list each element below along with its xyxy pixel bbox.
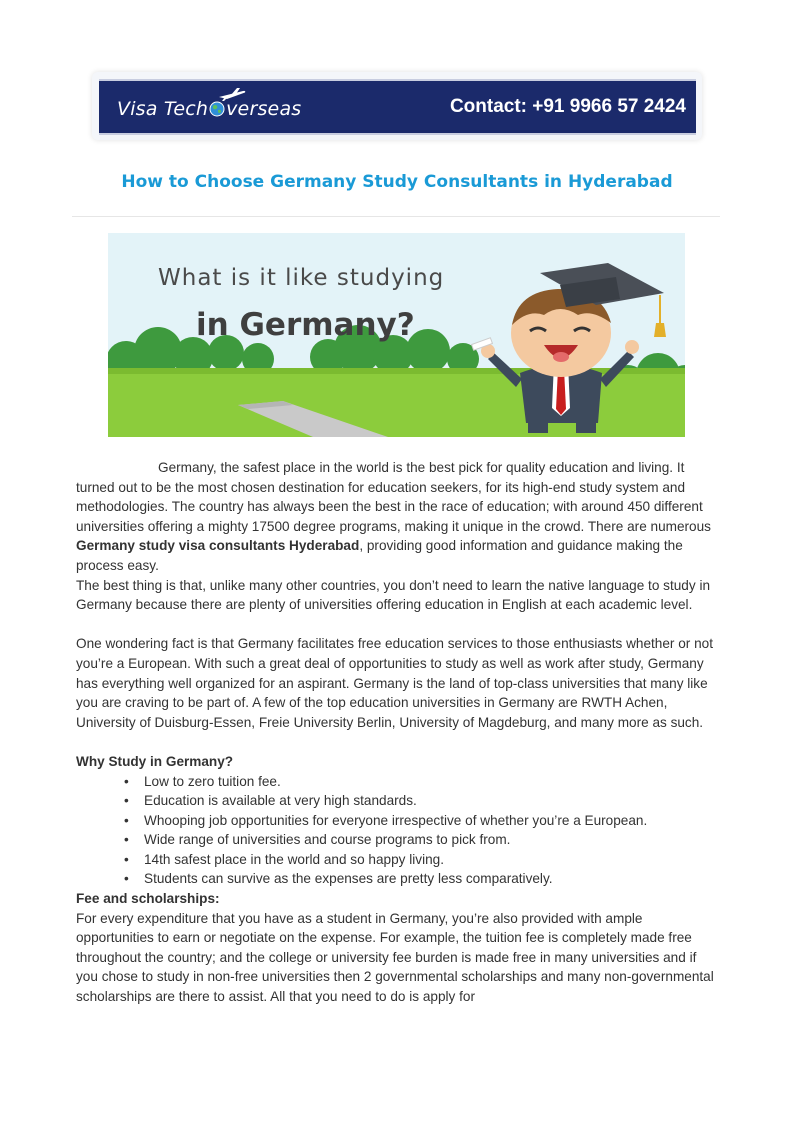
list-item: • Wide range of universities and course programs to pick from.: [124, 830, 720, 850]
hero-caption-line1: What is it like studying: [158, 265, 445, 291]
page-title: How to Choose Germany Study Consultants in Hyderabad: [121, 172, 673, 192]
list-item: • 14th safest place in the world and so happy living.: [124, 850, 720, 870]
brand-name-part2: verseas: [226, 98, 302, 120]
list-item: • Whooping job opportunities for everyone irrespective of whether you’re a European.: [124, 811, 720, 831]
globe-icon: [209, 101, 225, 117]
airplane-icon: [217, 87, 247, 103]
list-item: • Low to zero tuition fee.: [124, 772, 720, 792]
consultants-link-text[interactable]: Germany study visa consultants Hyderabad: [76, 538, 360, 554]
free-education-paragraph: One wondering fact is that Germany facilitates free education services to those enthusiasts whether or not you’re a European. With such a great deal of opportunities to study as well as work after study, Germany has everything well organized for an aspirant. Germany is the land of top-class universities that many like you are craving to be part of. A few of the top education universities in Germany are RWTH Achen, University of Duisburg-Essen, Freie University Berlin, University of Magdeburg, and many more as such.: [76, 636, 713, 730]
title-divider: [72, 216, 720, 217]
hero-caption-line2: in Germany?: [196, 307, 415, 343]
hero-image: [108, 233, 685, 437]
list-item: • Education is available at very high standards.: [124, 791, 720, 811]
why-study-list: [76, 772, 720, 890]
brand-name-part1: Visa Tech: [117, 98, 209, 120]
intro-text-end: , providing good information and guidance making the process easy.: [76, 538, 683, 573]
intro-text: Germany, the safest place in the world is the best pick for quality education and living. It turned out to be the most chosen destination for education seekers, for its high-end study system and methodologies. The country has always been the best in the race of education; with around 450 different universities offering a mighty 17500 degree programs, making it unique in the crowd. There are numerous: [76, 460, 711, 534]
language-paragraph: The best thing is that, unlike many other countries, you don’t need to learn the native language to study in Germany because there are plenty of universities offering education in English at each academic level.: [76, 577, 711, 613]
intro-paragraph: [76, 458, 720, 576]
article-body: [76, 458, 720, 1007]
fees-paragraph: For every expenditure that you have as a student in Germany, you’re also provided with ample opportunities to earn or negotiate on the expense. For example, the tuition fee is completely made free throughout the country; and the college or university fee burden is made free in many universities and if you chose to study in non-free universities then 2 governmental scholarships and many non-governmental scholarships are there to assist. All that you need to do is apply for: [76, 910, 714, 1005]
fees-heading: Fee and scholarships:: [76, 891, 220, 907]
contact-phone[interactable]: Contact: +91 9966 57 2424: [449, 96, 686, 117]
why-study-heading: Why Study in Germany?: [76, 753, 234, 769]
brand-logo[interactable]: [117, 89, 301, 129]
header-banner: [99, 79, 696, 135]
list-item: • Students can survive as the expenses are pretty less comparatively.: [124, 869, 720, 889]
